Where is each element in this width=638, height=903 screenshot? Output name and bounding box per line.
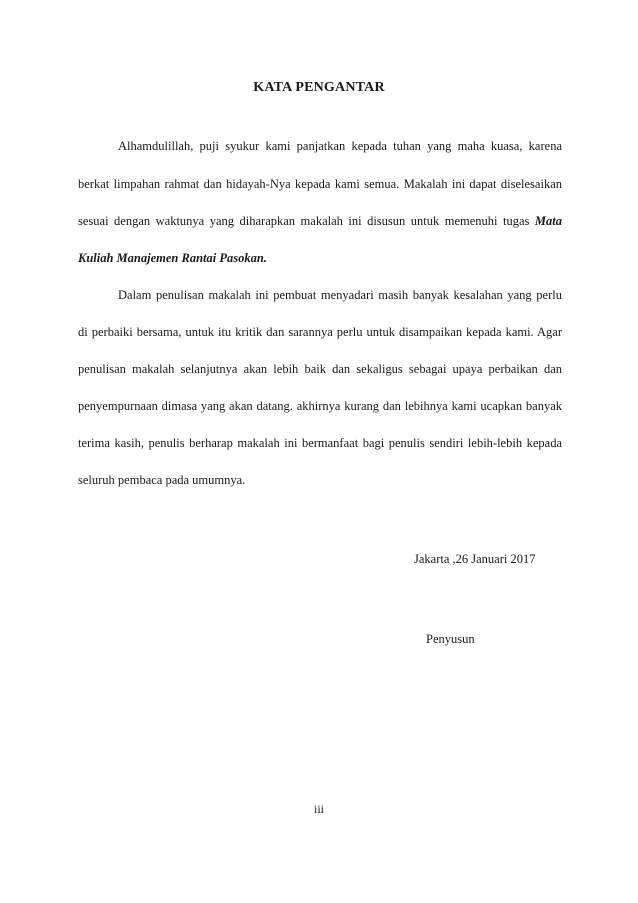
text-line	[78, 250, 562, 266]
text-line: seluruh pembaca pada umumnya.	[78, 473, 246, 487]
text-line: Alhamdulillah, puji syukur kami panjatkan kepada tuhan yang maha kuasa, karena	[118, 139, 562, 153]
page-title: KATA PENGANTAR	[253, 80, 385, 95]
text-line: penyempurnaan dimasa yang akan datang. akhirnya kurang dan lebihnya kami ucapkan banyak	[78, 399, 562, 413]
signer-label: Penyusun	[426, 632, 475, 646]
text-line: berkat limpahan rahmat dan hidayah-Nya kepada kami semua. Makalah ini dapat diselesaikan	[78, 177, 562, 191]
emphasized-text: Mata	[534, 214, 562, 228]
text-line: terima kasih, penulis berharap makalah ini bermanfaat bagi penulis sendiri lebih-lebih kepada	[78, 436, 562, 450]
page-number: iii	[313, 802, 324, 816]
text-line: Dalam penulisan makalah ini pembuat menyadari masih banyak kesalahan yang perlu	[118, 288, 562, 302]
text-segment: sesuai dengan waktunya yang diharapkan makalah ini disusun untuk memenuhi tugas	[78, 214, 530, 228]
text-line	[78, 213, 562, 229]
text-line: penulisan makalah selanjutnya akan lebih baik dan sekaligus sebagai upaya perbaikan dan	[78, 362, 562, 376]
emphasized-text: Kuliah Manajemen Rantai Pasokan.	[78, 251, 267, 265]
place-date: Jakarta ,26 Januari 2017	[414, 552, 536, 566]
text-line: di perbaiki bersama, untuk itu kritik dan sarannya perlu untuk disampaikan kepada kami. Agar	[78, 325, 562, 339]
